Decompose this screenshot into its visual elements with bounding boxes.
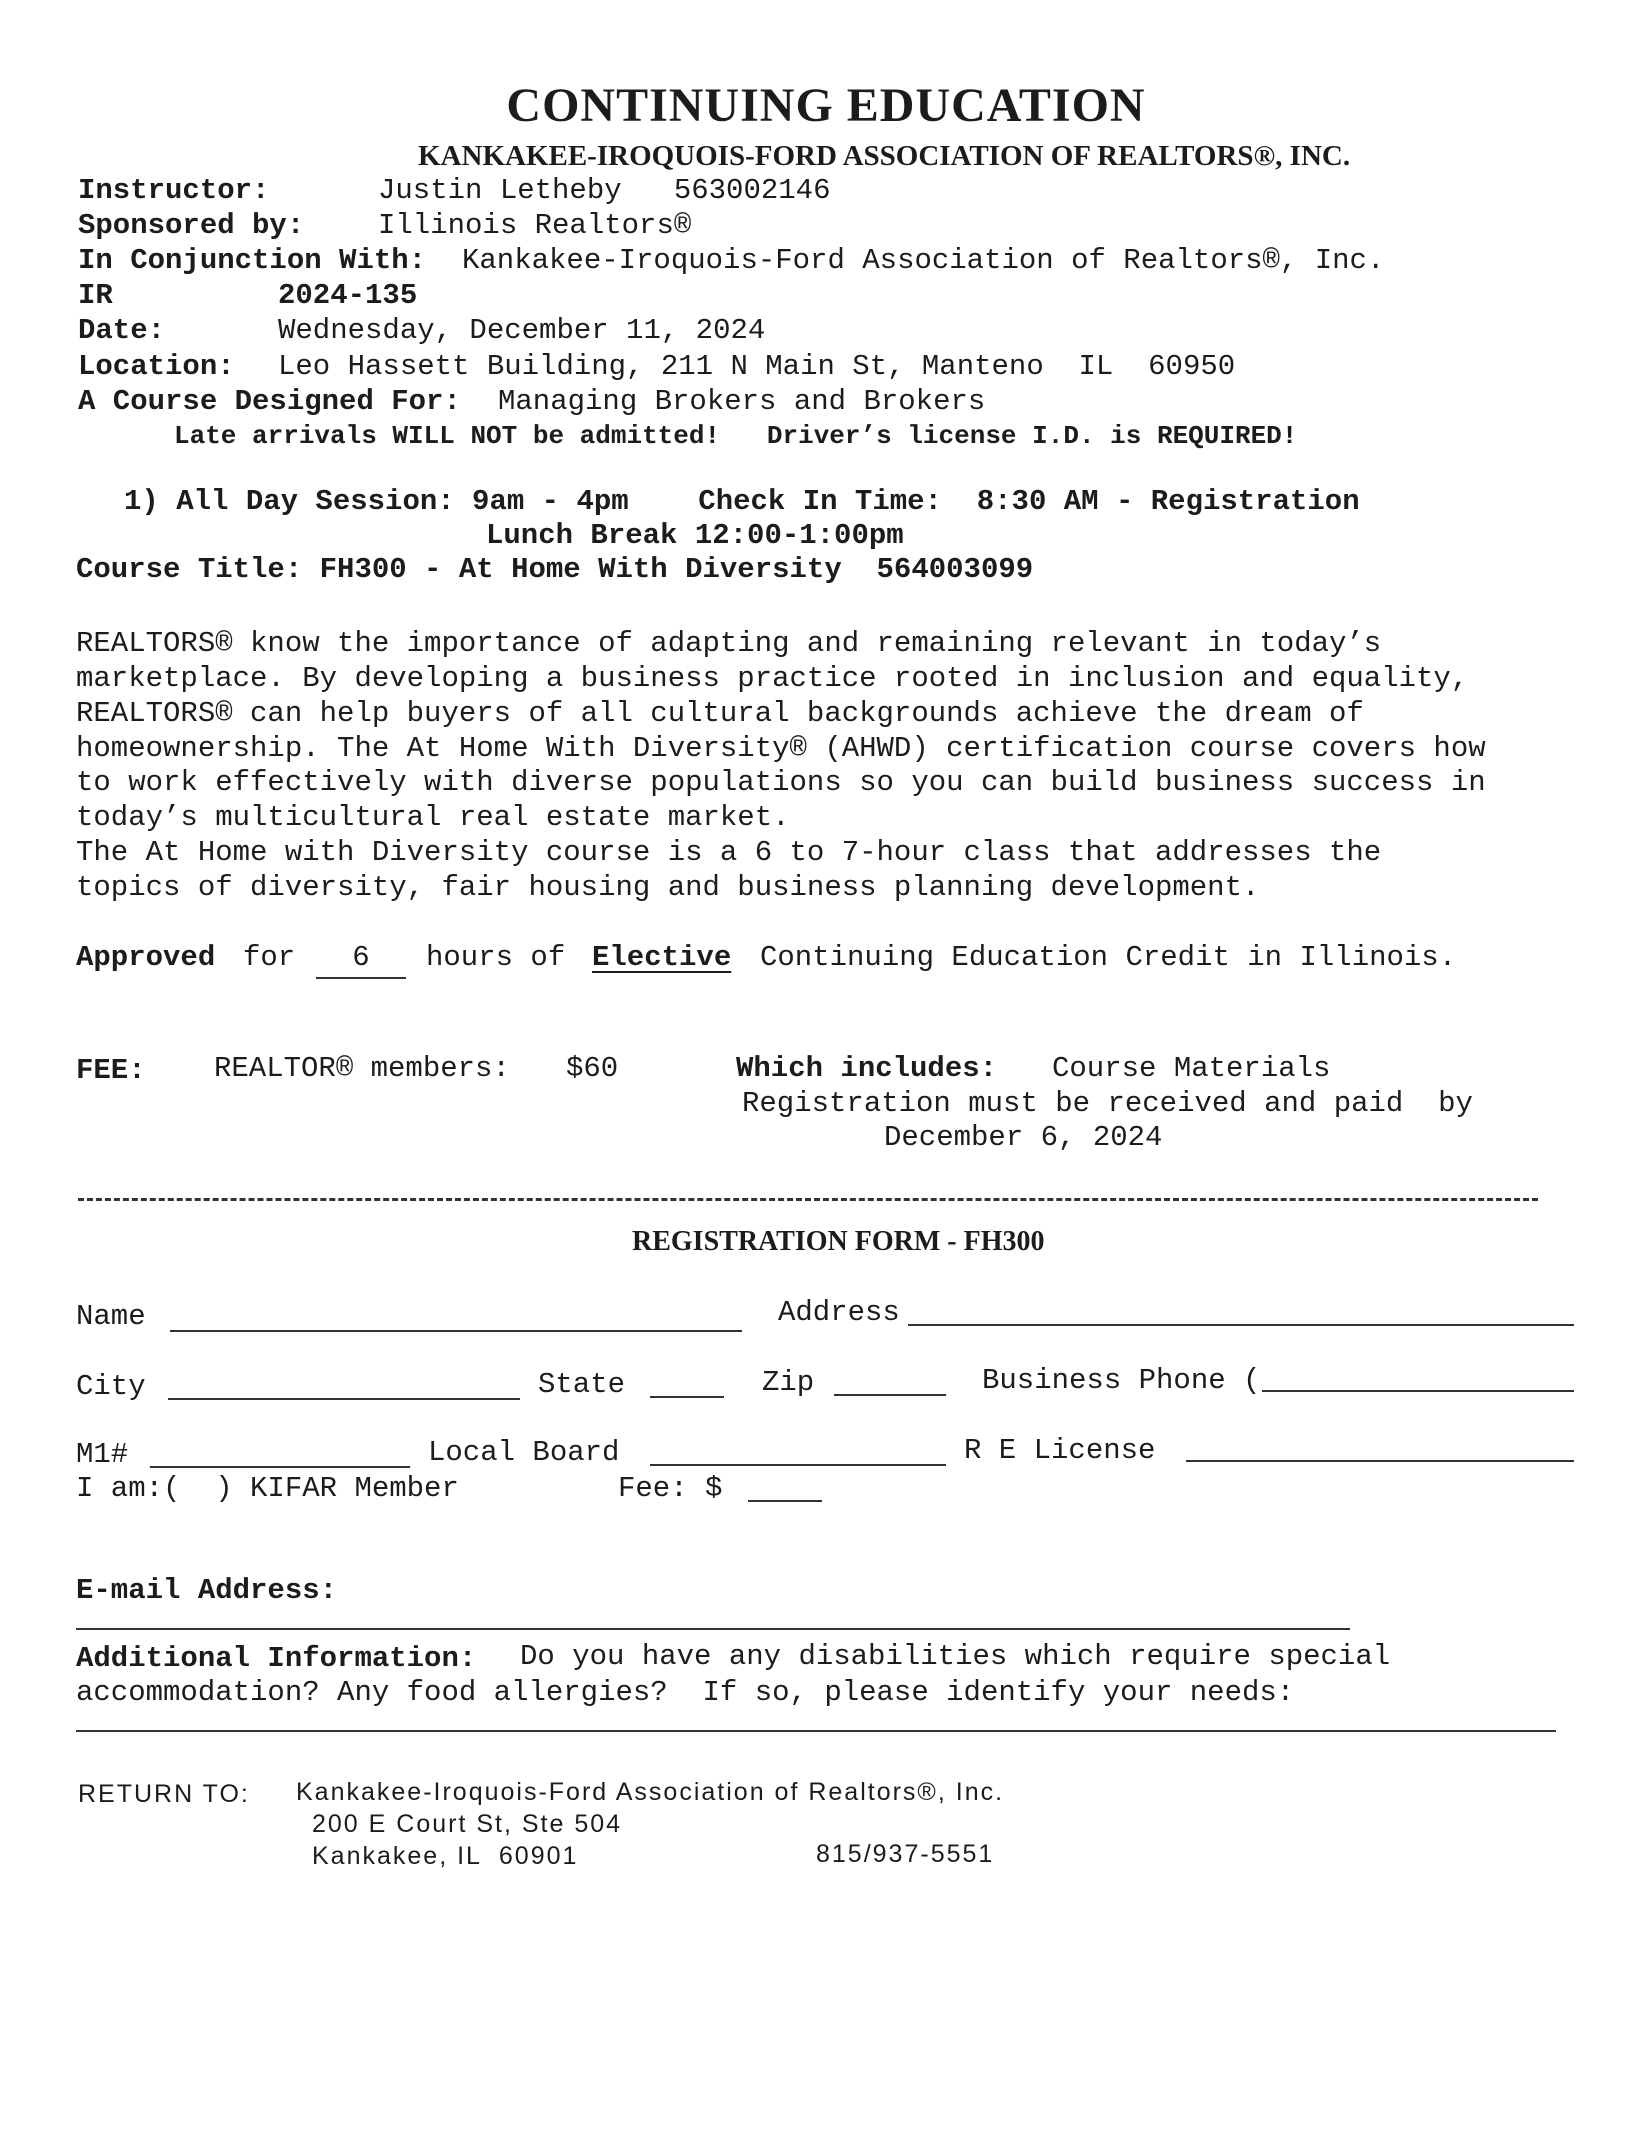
email-field[interactable] <box>76 1628 1350 1630</box>
zip-label: Zip <box>762 1366 815 1399</box>
association-name: KANKAKEE-IROQUOIS-FORD ASSOCIATION OF REALTORS®, INC. <box>418 140 1351 172</box>
address-label: Address <box>778 1296 900 1329</box>
kifar-member-checkbox[interactable]: I am:( ) KIFAR Member <box>76 1472 459 1505</box>
sponsored-label: Sponsored by: <box>78 209 305 242</box>
additional-info-label: Additional Information: <box>76 1642 477 1675</box>
hours-of: hours of <box>426 941 566 974</box>
additional-info-text: Do you have any disabilities which require special <box>520 1640 1391 1673</box>
ir-label: IR <box>78 279 113 312</box>
re-license-field[interactable] <box>1186 1460 1574 1462</box>
lunch-break: Lunch Break 12:00-1:00pm <box>486 519 904 552</box>
description-line: today’s multicultural real estate market. <box>76 801 790 834</box>
date-label: Date: <box>78 314 166 347</box>
page-title: CONTINUING EDUCATION <box>506 79 1146 132</box>
fee-label: FEE: <box>76 1054 146 1087</box>
registration-deadline: Registration must be received and paid by <box>742 1087 1473 1120</box>
m1-label: M1# <box>76 1438 129 1471</box>
local-board-field[interactable] <box>650 1464 946 1466</box>
city-field[interactable] <box>168 1398 520 1400</box>
designed-for-label: A Course Designed For: <box>78 385 461 418</box>
return-org: Kankakee-Iroquois-Ford Association of Realtors®, Inc. <box>296 1778 1005 1806</box>
hours-underline <box>316 977 406 979</box>
cut-line <box>78 1198 1538 1201</box>
zip-field[interactable] <box>834 1394 946 1396</box>
business-phone-field[interactable] <box>1262 1390 1574 1392</box>
business-phone-label: Business Phone ( <box>982 1364 1261 1397</box>
fee-paid-label: Fee: $ <box>618 1472 723 1505</box>
registration-form-heading: REGISTRATION FORM - FH300 <box>632 1226 1045 1257</box>
course-title: Course Title: FH300 - At Home With Diversity 564003099 <box>76 553 1034 586</box>
description-line: to work effectively with diverse populations so you can build business success in <box>76 766 1486 799</box>
ir-value: 2024-135 <box>278 279 418 312</box>
conjunction-label: In Conjunction With: <box>78 244 427 277</box>
instructor-label: Instructor: <box>78 174 270 207</box>
re-license-label: R E License <box>964 1434 1156 1467</box>
fee-amount: $60 <box>566 1052 619 1085</box>
credit-text: Continuing Education Credit in Illinois. <box>760 941 1457 974</box>
session-times: 1) All Day Session: 9am - 4pm Check In Time: 8:30 AM - Registration <box>124 485 1360 518</box>
email-label: E-mail Address: <box>76 1574 338 1607</box>
date-value: Wednesday, December 11, 2024 <box>278 314 766 347</box>
late-arrival-notice: Late arrivals WILL NOT be admitted! Driver’s license I.D. is REQUIRED! <box>174 421 1298 451</box>
description-line: The At Home with Diversity course is a 6 to 7-hour class that addresses the <box>76 836 1382 869</box>
additional-info-text: accommodation? Any food allergies? If so, please identify your needs: <box>76 1676 1295 1709</box>
return-city: Kankakee, IL 60901 <box>312 1842 579 1870</box>
deadline-date: December 6, 2024 <box>884 1121 1163 1154</box>
city-label: City <box>76 1370 146 1403</box>
m1-field[interactable] <box>150 1466 410 1468</box>
additional-info-field[interactable] <box>76 1730 1556 1732</box>
description-line: marketplace. By developing a business practice rooted in inclusion and equality, <box>76 662 1469 695</box>
state-field[interactable] <box>650 1396 724 1398</box>
sponsored-value: Illinois Realtors® <box>378 209 692 242</box>
return-to-label: RETURN TO: <box>78 1780 250 1808</box>
address-field[interactable] <box>908 1324 1574 1326</box>
return-street: 200 E Court St, Ste 504 <box>312 1810 623 1838</box>
return-phone: 815/937-5551 <box>816 1840 995 1868</box>
local-board-label: Local Board <box>428 1436 620 1469</box>
fee-paid-field[interactable] <box>748 1500 822 1502</box>
includes-label: Which includes: <box>736 1052 998 1085</box>
approved-label: Approved <box>76 941 216 974</box>
designed-for-value: Managing Brokers and Brokers <box>498 385 986 418</box>
location-label: Location: <box>78 350 235 383</box>
location-value: Leo Hassett Building, 211 N Main St, Manteno IL 60950 <box>278 350 1236 383</box>
instructor-value: Justin Letheby 563002146 <box>378 174 831 207</box>
includes-value: Course Materials <box>1052 1052 1331 1085</box>
description-line: REALTORS® know the importance of adapting and remaining relevant in today’s <box>76 627 1382 660</box>
description-line: topics of diversity, fair housing and business planning development. <box>76 871 1260 904</box>
conjunction-value: Kankakee-Iroquois-Ford Association of Realtors®, Inc. <box>462 244 1385 277</box>
description-line: REALTORS® can help buyers of all cultural backgrounds achieve the dream of <box>76 697 1364 730</box>
name-field[interactable] <box>170 1330 742 1332</box>
state-label: State <box>538 1368 626 1401</box>
description-line: homeownership. The At Home With Diversity® (AHWD) certification course covers how <box>76 732 1486 765</box>
approved-for: for <box>243 941 296 974</box>
elective-label: Elective <box>592 941 732 974</box>
name-label: Name <box>76 1300 146 1333</box>
hours-value: 6 <box>352 941 370 974</box>
members-label: REALTOR® members: <box>214 1052 510 1085</box>
